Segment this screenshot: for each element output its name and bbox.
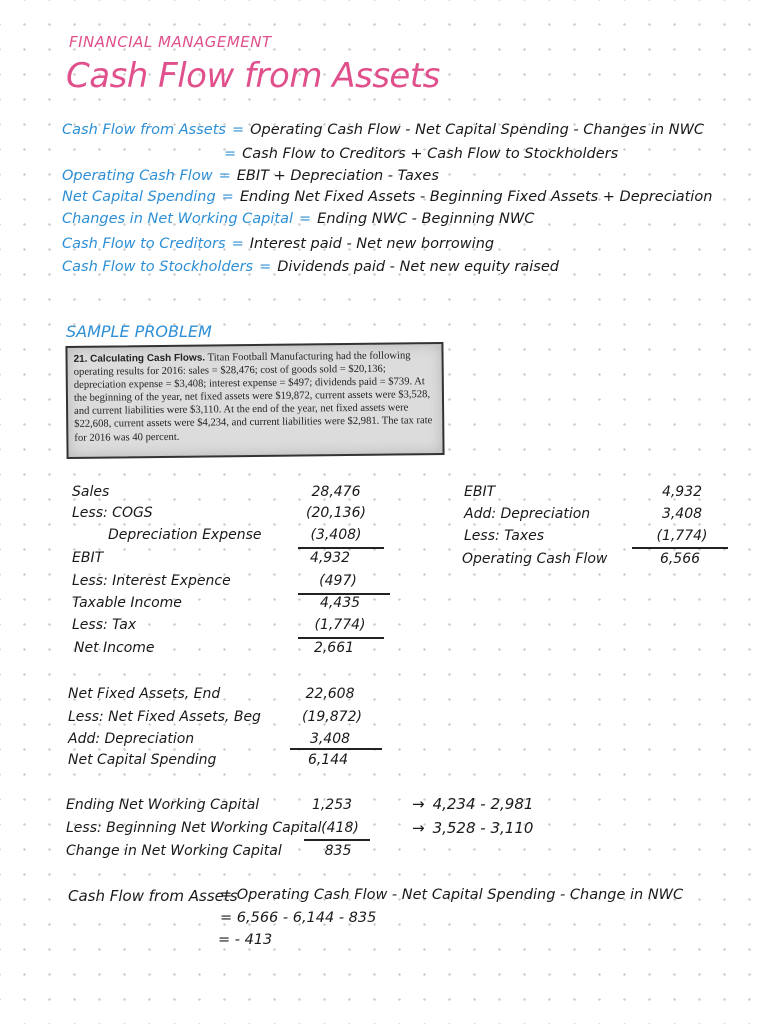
ncs-label: Net Fixed Assets, End: [68, 686, 221, 702]
ncs-value: 6,144: [307, 752, 349, 768]
definition-equals: =: [231, 122, 245, 138]
definition-row: [62, 189, 712, 205]
definition-row: [218, 146, 618, 162]
ncs-value: (19,872): [302, 709, 362, 725]
arrow-right-icon: →: [412, 795, 425, 813]
problem-text: Titan Football Manufacturing had the following operating results for 2016: sales = $28,476; cost of goods sold = $20,136; depreciation expense = $3,408; interest expense = $497; dividends paid = $739. At the beginning of the year, net fixed assets were $19,872, current assets were $3,528, and current liabilities were $3,110. At the end of the year, net fixed assets were $22,608, current assets were $4,234, and current liabilities were $2,981. The tax rate for 2016 was 40 percent.: [73, 350, 433, 444]
definition-equals: =: [218, 168, 231, 184]
definition-row: [62, 122, 704, 138]
ocf-label: Operating Cash Flow: [462, 551, 608, 567]
definition-equals: =: [299, 211, 312, 227]
definition-term: Cash Flow to Creditors: [62, 236, 226, 252]
definition-formula: Cash Flow to Creditors + Cash Flow to Stockholders: [242, 146, 619, 162]
income-label: Sales: [72, 484, 110, 500]
income-value: 2,661: [313, 640, 355, 656]
problem-number: 21.: [73, 353, 88, 365]
income-value: (497): [319, 573, 357, 589]
arrow-right-icon: →: [412, 819, 425, 837]
sample-heading: SAMPLE PROBLEM: [66, 322, 212, 341]
nwc-label: Less: Beginning Net Working Capital: [66, 820, 322, 836]
final-label: Cash Flow from Assets: [68, 887, 238, 905]
definition-term: Cash Flow to Stockholders: [62, 259, 254, 275]
nwc-note: [412, 795, 533, 813]
ncs-label: Less: Net Fixed Assets, Beg: [68, 709, 261, 725]
income-value: (1,774): [314, 617, 366, 633]
nwc-note-text: 4,234 - 2,981: [432, 795, 534, 813]
income-value: (20,136): [306, 505, 366, 521]
ocf-value: (1,774): [656, 528, 708, 544]
definition-equals: =: [259, 259, 272, 275]
total-rule: [304, 839, 370, 841]
definition-row: [62, 211, 534, 227]
total-rule: [632, 547, 728, 549]
total-rule: [298, 547, 384, 549]
income-value: 28,476: [311, 484, 361, 500]
final-line-3: = - 413: [218, 932, 273, 948]
final-line-2: = 6,566 - 6,144 - 835: [220, 910, 377, 926]
ncs-value: 3,408: [309, 731, 351, 747]
ocf-value: 3,408: [661, 506, 703, 522]
subject-label: FINANCIAL MANAGEMENT: [69, 33, 272, 51]
nwc-label: Ending Net Working Capital: [66, 797, 260, 813]
definition-formula: Interest paid - Net new borrowing: [249, 236, 495, 252]
problem-image: [65, 342, 444, 459]
income-value: (3,408): [310, 527, 362, 543]
definition-formula: Operating Cash Flow - Net Capital Spending - Changes in NWC: [250, 122, 705, 138]
definition-term: Cash Flow from Assets: [62, 122, 226, 138]
page-title: Cash Flow from Assets: [66, 56, 440, 96]
income-label: Less: COGS: [72, 505, 153, 521]
total-rule: [290, 748, 382, 750]
ocf-value: 6,566: [659, 551, 701, 567]
definition-equals: =: [224, 146, 237, 162]
definition-formula: Ending Net Fixed Assets - Beginning Fixed Assets + Depreciation: [239, 189, 713, 205]
ocf-label: Less: Taxes: [464, 528, 545, 544]
income-label: EBIT: [72, 550, 104, 566]
ncs-label: Net Capital Spending: [68, 752, 217, 768]
definition-term: Net Capital Spending: [62, 189, 216, 205]
ocf-label: EBIT: [464, 484, 496, 500]
income-value: 4,435: [319, 595, 361, 611]
ocf-label: Add: Depreciation: [464, 506, 591, 522]
income-value: 4,932: [309, 550, 351, 566]
nwc-value: 835: [324, 843, 352, 859]
problem-title: Calculating Cash Flows.: [90, 352, 206, 365]
nwc-label: Change in Net Working Capital: [66, 843, 282, 859]
definition-row: [62, 168, 439, 184]
ncs-value: 22,608: [305, 686, 355, 702]
income-label: Net Income: [74, 640, 155, 656]
nwc-note-text: 3,528 - 3,110: [432, 819, 534, 837]
ocf-value: 4,932: [661, 484, 703, 500]
definition-formula: Dividends paid - Net new equity raised: [277, 259, 559, 275]
definition-equals: =: [221, 189, 234, 205]
income-label: Less: Interest Expence: [72, 573, 231, 589]
definition-formula: EBIT + Depreciation - Taxes: [236, 168, 439, 184]
nwc-value: 1,253: [311, 797, 353, 813]
nwc-note: [412, 819, 533, 837]
total-rule: [298, 637, 384, 639]
final-line-1: = Operating Cash Flow - Net Capital Spending - Change in NWC: [220, 887, 684, 903]
definition-row: [62, 259, 559, 275]
ncs-label: Add: Depreciation: [68, 731, 195, 747]
definition-row: [62, 236, 494, 252]
definition-equals: =: [231, 236, 244, 252]
nwc-value: (418): [321, 820, 359, 836]
income-label: Depreciation Expense: [108, 527, 262, 543]
income-label: Taxable Income: [72, 595, 182, 611]
income-label: Less: Tax: [72, 617, 137, 633]
definition-term: Operating Cash Flow: [62, 168, 213, 184]
definition-formula: Ending NWC - Beginning NWC: [317, 211, 535, 227]
definition-term: Changes in Net Working Capital: [62, 211, 294, 227]
